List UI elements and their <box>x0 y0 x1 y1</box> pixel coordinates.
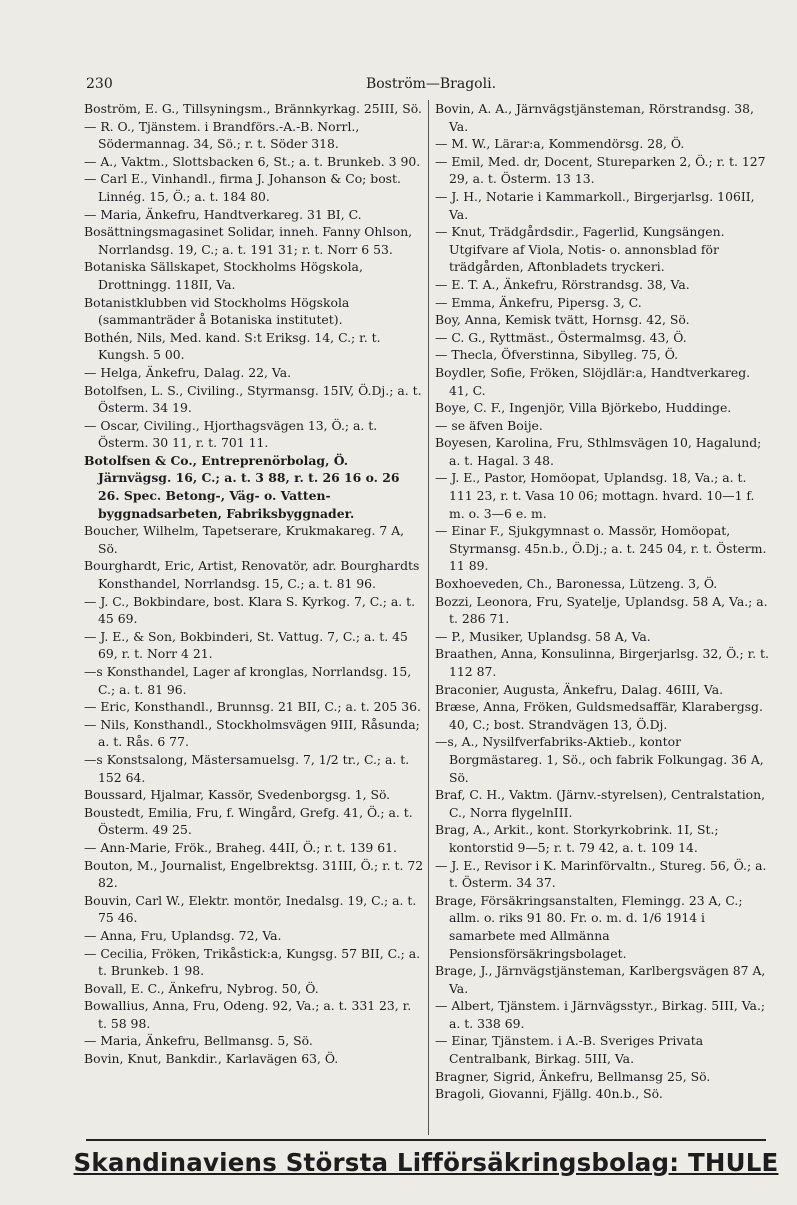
page-header <box>86 76 776 98</box>
directory-entry: Brag, A., Arkit., kont. Storkyrkobrink. 1I, St.; kontorstid 9—5; r. t. 79 42, a. t. 109 14. <box>435 822 719 855</box>
directory-entry: — E. T. A., Änkefru, Rörstrandsg. 38, Va. <box>435 276 690 292</box>
right-column <box>429 100 774 1135</box>
directory-entry: Braconier, Augusta, Änkefru, Dalag. 46III, Va. <box>435 681 724 697</box>
directory-entry: — C. G., Ryttmäst., Östermalmsg. 43, Ö. <box>435 329 687 345</box>
directory-entry: — Oscar, Civiling., Hjorthagsvägen 13, Ö.; a. t. Österm. 30 11, r. t. 701 11. <box>84 417 378 451</box>
directory-entry: —s Konsthandel, Lager af kronglas, Norrlandsg. 15, C.; a. t. 81 96. <box>84 664 412 697</box>
directory-entry: Boy, Anna, Kemisk tvätt, Hornsg. 42, Sö. <box>435 312 690 328</box>
directory-entry: — J. E., Revisor i K. Marinförvaltn., Stureg. 56, Ö.; a. t. Österm. 34 37. <box>435 857 767 891</box>
directory-entry: Bragner, Sigrid, Änkefru, Bellmansg 25, Sö. <box>435 1068 711 1084</box>
directory-entry: — J. E., & Son, Bokbinderi, St. Vattug. 7, C.; a. t. 45 69, r. t. Norr 4 21. <box>84 628 408 662</box>
directory-entry: — Carl E., Vinhandl., firma J. Johanson & Co; bost. Linnég. 15, Ö.; a. t. 184 80. <box>84 171 401 204</box>
directory-entry: Bouvin, Carl W., Elektr. montör, Inedalsg. 19, C.; a. t. 75 46. <box>84 892 417 926</box>
directory-entry: — Maria, Änkefru, Bellmansg. 5, Sö. <box>84 1033 313 1049</box>
directory-entry: Boucher, Wilhelm, Tapetserare, Krukmakareg. 7 A, Sö. <box>84 523 405 556</box>
directory-entry: Boyesen, Karolina, Fru, Sthlmsvägen 10, Hagalund; a. t. Hagal. 3 48. <box>435 435 762 468</box>
directory-entry: — Einar, Tjänstem. i A.-B. Sveriges Privata Centralbank, Birkag. 5III, Va. <box>435 1033 704 1067</box>
directory-entry: Boydler, Sofie, Fröken, Slöjdlär:a, Handtverkareg. 41, C. <box>435 364 751 398</box>
directory-entry: Bovall, E. C., Änkefru, Nybrog. 50, Ö. <box>84 980 319 996</box>
directory-entry: — Eric, Konsthandl., Brunnsg. 21 BII, C.; a. t. 205 36. <box>84 699 421 715</box>
directory-entry: Bourghardt, Eric, Artist, Renovatör, adr. Bourghardts Konsthandel, Norrlandsg. 15, C.; a. t. 81 96. <box>84 558 420 592</box>
directory-entry: — Emil, Med. dr, Docent, Stureparken 2, Ö.; r. t. 127 29, a. t. Österm. 13 13. <box>435 153 766 187</box>
directory-entry: Bothén, Nils, Med. kand. S:t Eriksg. 14, C.; r. t. Kungsh. 5 00. <box>84 329 381 363</box>
directory-entry: Brage, J., Järnvägstjänsteman, Karlbergsvägen 87 A, Va. <box>435 963 766 996</box>
directory-entry: —s, A., Nysilfverfabriks-Aktieb., kontor Borgmästareg. 1, Sö., och fabrik Folkungag. 36 A, Sö. <box>435 734 764 785</box>
directory-entry: Boustedt, Emilia, Fru, f. Wingård, Grefg. 41, Ö.; a. t. Österm. 49 25. <box>84 804 413 838</box>
directory-entry: — Anna, Fru, Uplandsg. 72, Va. <box>84 927 282 943</box>
directory-entry: — Maria, Änkefru, Handtverkareg. 31 BI, C. <box>84 206 362 222</box>
directory-entry: — Knut, Trädgårdsdir., Fagerlid, Kungsängen. Utgifvare af Viola, Notis- o. annonsblad för trädgården, Aftonbladets tryckeri. <box>435 224 725 275</box>
directory-entry: Bouton, M., Journalist, Engelbrektsg. 31III, Ö.; r. t. 72 82. <box>84 857 424 891</box>
directory-entry: — Einar F., Sjukgymnast o. Massör, Homöopat, Styrmansg. 45n.b., Ö.Dj.; a. t. 245 04, r. t. Österm. 11 89. <box>435 523 767 574</box>
directory-entry: —s Konstsalong, Mästersamuelsg. 7, 1/2 tr., C.; a. t. 152 64. <box>84 751 410 785</box>
directory-entry: Botanistklubben vid Stockholms Högskola (sammanträder å Botaniska institutet). <box>84 294 350 328</box>
page-title: Boström—Bragoli. <box>365 76 497 92</box>
directory-entry: Bragoli, Giovanni, Fjällg. 40n.b., Sö. <box>435 1086 663 1102</box>
directory-entry: Botolfsen, L. S., Civiling., Styrmansg. 15IV, Ö.Dj.; a. t. Österm. 34 19. <box>84 382 422 416</box>
directory-entry: Bowallius, Anna, Fru, Odeng. 92, Va.; a. t. 331 23, r. t. 58 98. <box>84 998 412 1031</box>
directory-entry: Bovin, Knut, Bankdir., Karlavägen 63, Ö. <box>84 1051 339 1067</box>
directory-entry: Bozzi, Leonora, Fru, Syatelje, Uplandsg. 58 A, Va.; a. t. 286 71. <box>435 593 768 627</box>
directory-entry: — Ann-Marie, Frök., Braheg. 44II, Ö.; r. t. 139 61. <box>84 839 397 855</box>
directory-entry: — Albert, Tjänstem. i Järnvägsstyr., Birkag. 5III, Va.; a. t. 338 69. <box>435 998 766 1031</box>
directory-entry: Boxhoeveden, Ch., Baronessa, Lützeng. 3, Ö. <box>435 576 718 592</box>
directory-entry: — Emma, Änkefru, Pipersg. 3, C. <box>435 294 642 310</box>
left-column <box>84 100 429 1135</box>
directory-entry: — R. O., Tjänstem. i Brandförs.-A.-B. Norrl., Södermannag. 34, Sö.; r. t. Söder 318. <box>84 118 360 152</box>
directory-entry: — Helga, Änkefru, Dalag. 22, Va. <box>84 364 292 380</box>
directory-entry: Braathen, Anna, Konsulinna, Birgerjarlsg. 32, Ö.; r. t. 112 87. <box>435 646 769 679</box>
directory-columns <box>84 100 774 1135</box>
directory-entry: — Thecla, Öfverstinna, Sibylleg. 75, Ö. <box>435 347 679 363</box>
directory-entry: — J. H., Notarie i Kammarkoll., Birgerjarlsg. 106II, Va. <box>435 188 755 222</box>
directory-entry: Botolfsen & Co., Entreprenörbolag, Ö. Järnvägsg. 16, C.; a. t. 3 88, r. t. 26 16 o. 26 26. Spec. Betong-, Väg- o. Vatten-byggnadsarbeten, Fabriksbyggnader. <box>84 452 400 521</box>
directory-entry: Botaniska Sällskapet, Stockholms Högskola, Drottningg. 118II, Va. <box>84 259 363 292</box>
directory-entry: — P., Musiker, Uplandsg. 58 A, Va. <box>435 628 651 644</box>
directory-entry: — J. C., Bokbindare, bost. Klara S. Kyrkog. 7, C.; a. t. 45 69. <box>84 593 416 627</box>
advertisement-banner <box>73 1139 779 1183</box>
directory-entry: Braf, C. H., Vaktm. (Järnv.-styrelsen), Centralstation, C., Norra flygelnIII. <box>435 787 766 820</box>
directory-entry: Brage, Försäkringsanstalten, Flemingg. 23 A, C.; allm. o. riks 91 80. Fr. o. m. d. 1/6 1914 i samarbete med Allmänna Pensionsförsäkringsbolaget. <box>435 892 743 961</box>
directory-entry: Boussard, Hjalmar, Kassör, Svedenborgsg. 1, Sö. <box>84 787 391 803</box>
directory-entry: — M. W., Lärar:a, Kommendörsg. 28, Ö. <box>435 136 685 152</box>
directory-entry: — se äfven Boije. <box>435 417 543 433</box>
directory-entry: — A., Vaktm., Slottsbacken 6, St.; a. t. Brunkeb. 3 90. <box>84 153 421 169</box>
directory-entry: Boye, C. F., Ingenjör, Villa Björkebo, Huddinge. <box>435 400 732 416</box>
directory-entry: Bosättningsmagasinet Solidar, inneh. Fanny Ohlson, Norrlandsg. 19, C.; a. t. 191 31; r. t. Norr 6 53. <box>84 224 413 257</box>
directory-entry: Boström, E. G., Tillsyningsm., Brännkyrkag. 25III, Sö. <box>84 101 422 116</box>
directory-entry: Bovin, A. A., Järnvägstjänsteman, Rörstrandsg. 38, Va. <box>435 101 754 134</box>
directory-entry: — Cecilia, Fröken, Trikåstick:a, Kungsg. 57 BII, C.; a. t. Brunkeb. 1 98. <box>84 945 421 979</box>
directory-entry: Bræse, Anna, Fröken, Guldsmedsaffär, Klarabergsg. 40, C.; bost. Strandvägen 13, Ö.Dj. <box>435 699 763 732</box>
page-number: 230 <box>86 76 113 92</box>
directory-entry: — J. E., Pastor, Homöopat, Uplandsg. 18, Va.; a. t. 111 23, r. t. Vasa 10 06; mottagn. hvard. 10—1 f. m. o. 3—6 e. m. <box>435 470 755 521</box>
directory-entry: — Nils, Konsthandl., Stockholmsvägen 9III, Råsunda; a. t. Rås. 6 77. <box>84 716 420 750</box>
banner-text: Skandinaviens Största Lifförsäkringsbolag: THULE <box>73 1147 779 1177</box>
